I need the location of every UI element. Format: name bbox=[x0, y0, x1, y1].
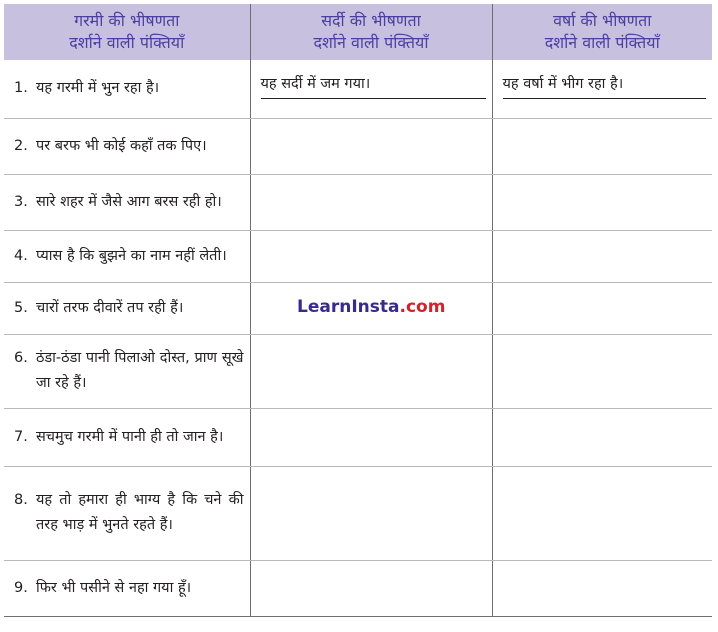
heat-line-cell: 1. यह गरमी में भुन रहा है। bbox=[4, 60, 250, 118]
heat-line-cell: 7. सचमुच गरमी में पानी ही तो जान है। bbox=[4, 408, 250, 466]
rain-answer-cell[interactable] bbox=[492, 560, 712, 616]
table-row bbox=[4, 560, 712, 616]
cold-answer-cell[interactable] bbox=[250, 560, 492, 616]
rain-answer-cell[interactable] bbox=[492, 334, 712, 408]
table-row bbox=[4, 60, 712, 118]
table-row bbox=[4, 334, 712, 408]
heat-line-cell: 4. प्यास है कि बुझने का नाम नहीं लेती। bbox=[4, 230, 250, 282]
watermark-logo: LearnInsta.com bbox=[297, 297, 446, 317]
heat-line-cell: 2. पर बरफ भी कोई कहाँ तक पिए। bbox=[4, 118, 250, 174]
header-heat: गरमी की भीषणता दर्शाने वाली पंक्तियाँ bbox=[4, 4, 250, 60]
rain-answer-cell[interactable] bbox=[492, 466, 712, 560]
rain-answer-cell[interactable] bbox=[492, 118, 712, 174]
rain-answer-cell[interactable] bbox=[492, 408, 712, 466]
header-cold: सर्दी की भीषणता दर्शाने वाली पंक्तियाँ bbox=[250, 4, 492, 60]
header-rain: वर्षा की भीषणता दर्शाने वाली पंक्तियाँ bbox=[492, 4, 712, 60]
cold-example-answer: यह सर्दी में जम गया। bbox=[261, 72, 486, 99]
cold-answer-cell bbox=[250, 60, 492, 118]
rain-answer-cell[interactable] bbox=[492, 282, 712, 334]
table-row bbox=[4, 230, 712, 282]
heat-line-cell: 9. फिर भी पसीने से नहा गया हूँ। bbox=[4, 560, 250, 616]
cold-answer-cell[interactable] bbox=[250, 408, 492, 466]
rain-example-answer: यह वर्षा में भीग रहा है। bbox=[503, 72, 707, 99]
table-row bbox=[4, 118, 712, 174]
cold-answer-cell[interactable] bbox=[250, 230, 492, 282]
rain-answer-cell bbox=[492, 60, 712, 118]
table-row bbox=[4, 408, 712, 466]
rain-answer-cell[interactable] bbox=[492, 174, 712, 230]
heat-line-cell: 8. यह तो हमारा ही भाग्य है कि चने की तरह भाड़ में भुनते रहते हैं। bbox=[4, 466, 250, 560]
header-row bbox=[4, 4, 712, 60]
heat-line-cell: 5. चारों तरफ दीवारें तप रही हैं। bbox=[4, 282, 250, 334]
cold-answer-cell[interactable] bbox=[250, 118, 492, 174]
heat-line-cell: 6. ठंडा-ठंडा पानी पिलाओ दोस्त, प्राण सूखे जा रहे हैं। bbox=[4, 334, 250, 408]
rain-answer-cell[interactable] bbox=[492, 230, 712, 282]
heat-line-cell: 3. सारे शहर में जैसे आग बरस रही हो। bbox=[4, 174, 250, 230]
cold-answer-cell[interactable] bbox=[250, 334, 492, 408]
table-row bbox=[4, 174, 712, 230]
table-row bbox=[4, 466, 712, 560]
cold-answer-cell[interactable] bbox=[250, 174, 492, 230]
cold-answer-cell[interactable] bbox=[250, 466, 492, 560]
